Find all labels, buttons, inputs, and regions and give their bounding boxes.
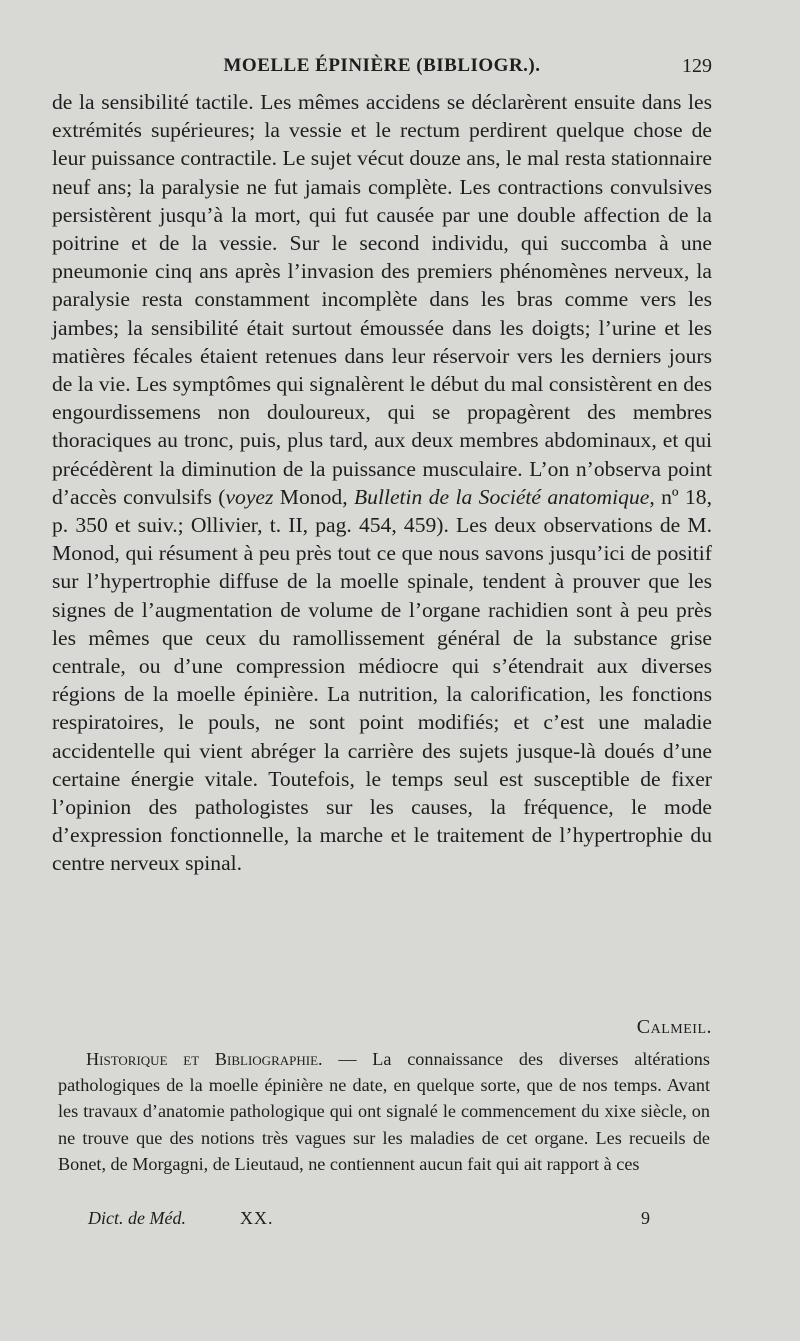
footer-dictionary: Dict. de Méd.	[88, 1208, 186, 1228]
bibliography-text: — La connaissance des diverses altérations pathologiques de la moelle épinière ne date, en quelque sorte, que de nos temps. Avant les travaux d’anatomie pathologique qui ont signalé le commencement du xixe siècle, on ne trouve que des notions très vagues sur les maladies de cet organe. Les recueils de Bonet, de Morgagni, de Lieutaud, ne contiennent aucun fait qui ait rapport à ces	[58, 1049, 710, 1174]
italic-journal-title: Bulletin de la Société anatomique	[353, 484, 650, 509]
paragraph-text: Monod,	[273, 484, 354, 509]
footer-signature-mark: 9	[641, 1208, 650, 1228]
author-signature: Calmeil.	[636, 1016, 712, 1038]
paragraph-text: de la sensibilité tactile. Les mêmes accidens se déclarèrent ensuite dans les extrémités supérieures; la vessie et le rectum perdirent quelque chose de leur puissance contractile. Le sujet vécut douze ans, le mal resta stationnaire neuf ans; la paralysie ne fut jamais complète. Les contractions convulsives persistèrent jusqu’à la mort, qui fut causée par une double affection de la poitrine et de la vessie. Sur le second individu, qui succomba à une pneumonie cinq ans après l’invasion des premiers phénomènes nerveux, la paralysie resta constamment incomplète dans les bras comme vers les jambes; la sensibilité était surtout émoussée dans les doigts; l’urine et les matières fécales étaient retenues dans leur réservoir vers les derniers jours de la vie. Les symptômes qui signalèrent le début du mal consistèrent en des engourdissemens non douloureux, qui se propagèrent des membres thoraciques au tronc, puis, plus tard, aux deux membres abdominaux, et qui précédèrent la diminution de la puissance musculaire. L’on n’observa point d’accès convulsifs (	[52, 90, 712, 509]
main-text	[52, 88, 712, 878]
running-head	[52, 55, 712, 85]
bibliography-paragraph	[58, 1046, 710, 1177]
page-footer	[88, 1208, 650, 1234]
paragraph	[52, 88, 712, 878]
paragraph-text: , nº 18, p. 350 et suiv.; Ollivier, t. II, pag. 454, 459). Les deux observations de M. Monod, qui résument à peu près tout ce que nous savons jusqu’ici de positif sur l’hypertrophie diffuse de la moelle spinale, tendent à prouver que les signes de l’augmentation de volume de l’organe rachidien sont à peu près les mêmes que ceux du ramollissement général de la substance grise centrale, ou d’une compression médiocre qui s’étendrait aux diverses régions de la moelle épinière. La nutrition, la calorification, les fonctions respiratoires, le pouls, ne sont point modifiés; et c’est une maladie accidentelle qui vient abréger la carrière des sujets jusque-là doués d’une certaine énergie vitale. Toutefois, le temps seul est susceptible de fixer l’opinion des pathologistes sur les causes, la fréquence, le mode d’expression fonctionnelle, la marche et le traitement de l’hypertrophie du centre nerveux spinal.	[52, 484, 712, 876]
italic-reference: voyez	[225, 484, 274, 509]
footer-volume: XX.	[240, 1208, 274, 1228]
page-number: 129	[682, 55, 712, 77]
section-heading: Historique et Bibliographie.	[86, 1049, 323, 1069]
running-head-title: MOELLE ÉPINIÈRE (BIBLIOGR.).	[223, 55, 541, 76]
bibliography-section	[58, 1046, 710, 1177]
